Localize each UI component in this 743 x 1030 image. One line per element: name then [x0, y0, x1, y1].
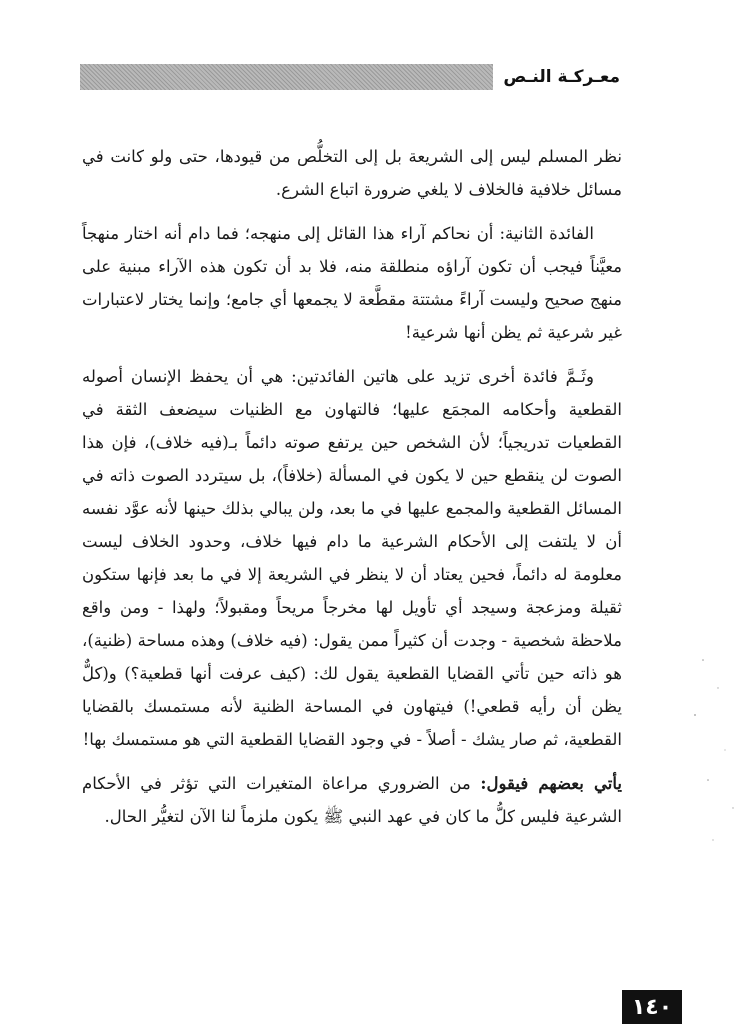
paragraph-4-text: من الضروري مراعاة المتغيرات التي تؤثر في الأحكام الشرعية فليس كلُّ ما كان في عهد النبي ﷺ يكون ملزماً لنا الآن لتغيُّر الحال. — [82, 774, 622, 826]
body-text — [82, 140, 622, 844]
paragraph-4 — [82, 767, 622, 833]
scan-speckles — [683, 640, 743, 860]
paragraph-3 — [82, 360, 622, 756]
running-title: معـركـة النـص — [503, 67, 620, 87]
paragraph-3-text: وثَـمَّ فائدة أخرى تزيد على هاتين الفائدتين: هي أن يحفظ الإنسان أصوله القطعية وأحكامه المجمَع عليها؛ فالتهاون مع الظنيات سيضعف الثقة في القطعيات تدريجياً؛ لأن الشخص حين يرتفع صوته دائماً بـ(فيه خلاف)، فإن هذا الصوت لن ينقطع حين لا يكون في المسألة (خلافاً)، بل سيتردد الصوت ذاته في المسائل القطعية والمجمع عليها في ما بعد، ولن يبالي بذلك حينها لأنه عوَّد نفسه أن لا يلتفت إلى الأحكام الشرعية ما دام فيها خلاف، وحدود الخلاف ليست معلومة له دائماً، فحين يعتاد أن لا ينظر في الشريعة إلا في ما بعد فإنها ستكون ثقيلة ومزعجة وسيجد أي تأويل لها مخرجاً مريحاً ومقبولاً؛ ولهذا - ومن واقع ملاحظة شخصية - وجدت أن كثيراً ممن يقول: (فيه خلاف) وهذه مساحة (ظنية)، هو ذاته حين تأتي القضايا القطعية يقول لك: (كيف عرفت أنها قطعية؟) و(كلٌّ يظن أن رأيه قطعي!) فيتهاون في المساحة الظنية لأنه مستمسك بالقضايا القطعية، ثم صار يشك - أصلاً - في وجود القضايا القطعية التي هو مستمسك بها! — [82, 367, 622, 749]
paragraph-1 — [82, 140, 622, 206]
page-number: ١٤٠ — [622, 990, 682, 1024]
header-rule — [80, 64, 493, 90]
paragraph-1-text: نظر المسلم ليس إلى الشريعة بل إلى التخلُّص من قيودها، حتى ولو كانت في مسائل خلافية فالخلاف لا يلغي ضرورة اتباع الشرع. — [82, 147, 622, 199]
running-header — [80, 60, 620, 94]
paragraph-2-text: الفائدة الثانية: أن نحاكم آراء هذا القائل إلى منهجه؛ فما دام أنه اختار منهجاً معيَّناً فيجب أن تكون آراؤه منطلقة منه، فلا بد أن تكون هذه الآراء مبنية على منهج صحيح وليست آراءً مشتتة مقطَّعة لا يجمعها أي جامع؛ وإنما يختار لاعتبارات غير شرعية ثم يظن أنها شرعية! — [82, 224, 622, 342]
paragraph-4-lead: يأتي بعضهم فيقول: — [480, 774, 622, 793]
paragraph-2 — [82, 217, 622, 349]
